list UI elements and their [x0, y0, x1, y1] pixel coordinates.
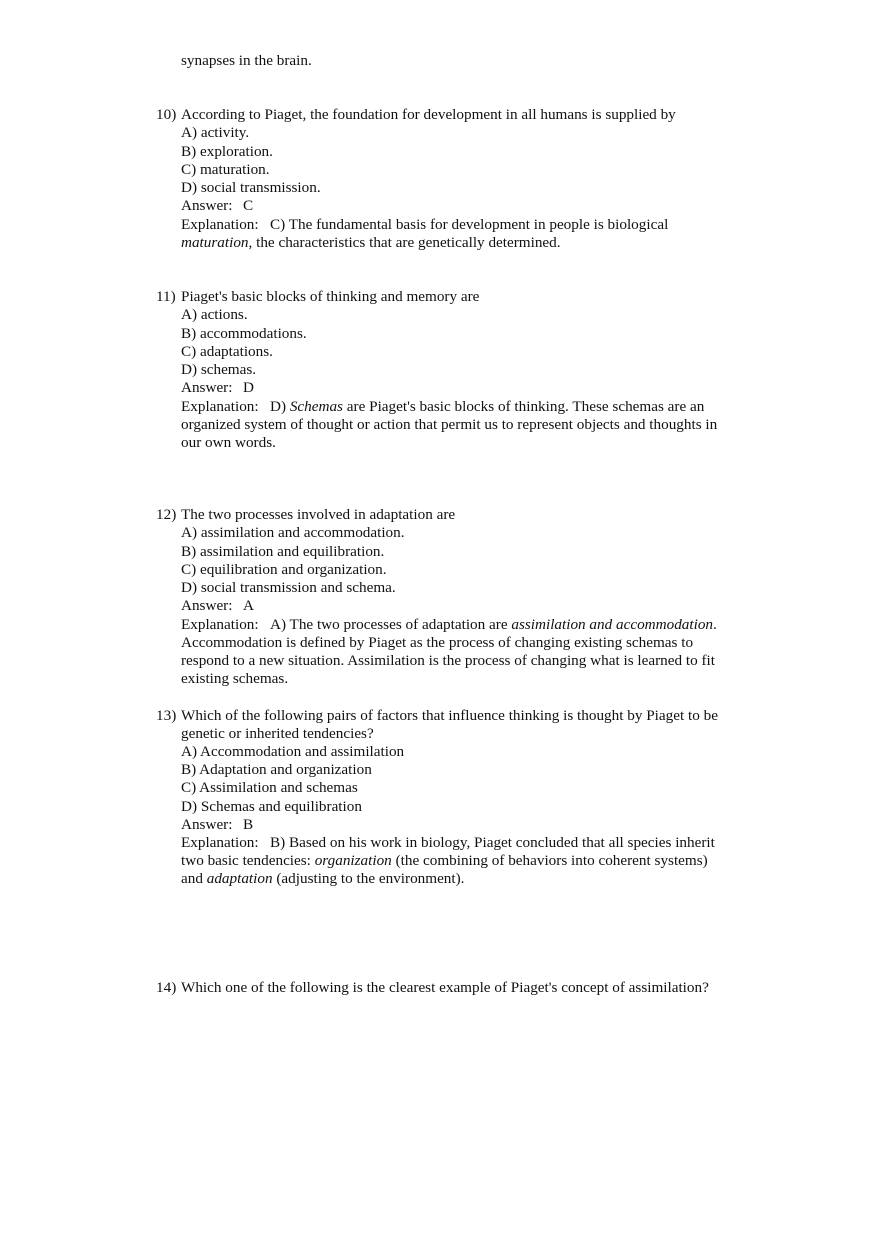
option-b: B) Adaptation and organization — [181, 761, 372, 778]
explanation-label: Explanation: — [181, 216, 259, 233]
explanation-text: D) — [270, 398, 290, 415]
explanation-italic-term: assimilation and accommodation — [511, 616, 714, 633]
explanation-text: B) Based on his work in biology, Piaget concluded that all species inherit — [270, 834, 715, 851]
answer-label: Answer: — [181, 597, 233, 614]
question-stem: Piaget's basic blocks of thinking and memory are — [181, 288, 480, 305]
explanation-line: existing schemas. — [181, 670, 289, 687]
explanation-italic-term: adaptation — [206, 870, 273, 887]
explanation-line — [181, 870, 464, 888]
explanation-text: two basic tendencies: — [181, 852, 315, 869]
option-b: B) accommodations. — [181, 325, 307, 342]
answer-label: Answer: — [181, 197, 233, 214]
option-b: B) assimilation and equilibration. — [181, 543, 385, 560]
answer-value: D — [243, 379, 254, 396]
explanation-text: are Piaget's basic blocks of thinking. These schemas are an — [342, 398, 705, 415]
answer-label: Answer: — [181, 379, 233, 396]
explanation-text: (the combining of behaviors into coherent systems) — [391, 852, 708, 869]
explanation-line — [181, 398, 704, 416]
option-a: A) activity. — [181, 124, 250, 141]
option-d: D) social transmission and schema. — [181, 579, 396, 596]
explanation-line: respond to a new situation. Assimilation is the process of changing what is learned to fit — [181, 652, 715, 669]
explanation-text: . — [713, 616, 717, 633]
question-number: 12) — [156, 506, 177, 523]
question-number: 10) — [156, 106, 177, 123]
option-a: A) actions. — [181, 306, 248, 323]
answer-value: C — [243, 197, 254, 214]
explanation-line — [181, 834, 715, 852]
explanation-line — [181, 616, 717, 634]
answer-line — [181, 379, 254, 397]
explanation-italic-term: organization — [314, 852, 392, 869]
question-number: 14) — [156, 979, 177, 996]
explanation-text: A) The two processes of adaptation are — [270, 616, 512, 633]
explanation-line — [181, 852, 708, 870]
option-a: A) assimilation and accommodation. — [181, 524, 405, 541]
explanation-text: and — [181, 870, 207, 887]
option-c: C) maturation. — [181, 161, 270, 178]
option-c: C) Assimilation and schemas — [181, 779, 358, 796]
question-stem: Which of the following pairs of factors that influence thinking is thought by Piaget to be — [181, 707, 718, 724]
continuation-text: synapses in the brain. — [181, 52, 312, 69]
explanation-label: Explanation: — [181, 616, 259, 633]
explanation-text: C) The fundamental basis for development in people is biological — [270, 216, 669, 233]
answer-line — [181, 816, 253, 834]
explanation-line: organized system of thought or action that permit us to represent objects and thoughts in — [181, 416, 718, 433]
explanation-label: Explanation: — [181, 834, 259, 851]
answer-label: Answer: — [181, 816, 233, 833]
explanation-italic-term: Schemas — [289, 398, 343, 415]
explanation-text: (adjusting to the environment). — [272, 870, 465, 887]
question-stem: According to Piaget, the foundation for development in all humans is supplied by — [181, 106, 676, 123]
answer-value: B — [243, 816, 254, 833]
answer-line — [181, 597, 254, 615]
explanation-line — [181, 234, 561, 252]
explanation-line — [181, 216, 668, 234]
option-c: C) equilibration and organization. — [181, 561, 387, 578]
option-b: B) exploration. — [181, 143, 273, 160]
explanation-label: Explanation: — [181, 398, 259, 415]
answer-line — [181, 197, 253, 215]
option-c: C) adaptations. — [181, 343, 273, 360]
question-stem: genetic or inherited tendencies? — [181, 725, 374, 742]
option-d: D) social transmission. — [181, 179, 321, 196]
option-d: D) schemas. — [181, 361, 257, 378]
question-stem: The two processes involved in adaptation are — [181, 506, 456, 523]
question-number: 13) — [156, 707, 177, 724]
explanation-italic-term: maturation — [181, 234, 249, 251]
explanation-text: , the characteristics that are genetically determined. — [248, 234, 561, 251]
explanation-line: Accommodation is defined by Piaget as the process of changing existing schemas to — [181, 634, 694, 651]
question-number: 11) — [156, 288, 176, 305]
option-a: A) Accommodation and assimilation — [181, 743, 405, 760]
option-d: D) Schemas and equilibration — [181, 798, 362, 815]
explanation-line: our own words. — [181, 434, 276, 451]
answer-value: A — [243, 597, 254, 614]
question-stem: Which one of the following is the clearest example of Piaget's concept of assimilation? — [181, 979, 709, 996]
